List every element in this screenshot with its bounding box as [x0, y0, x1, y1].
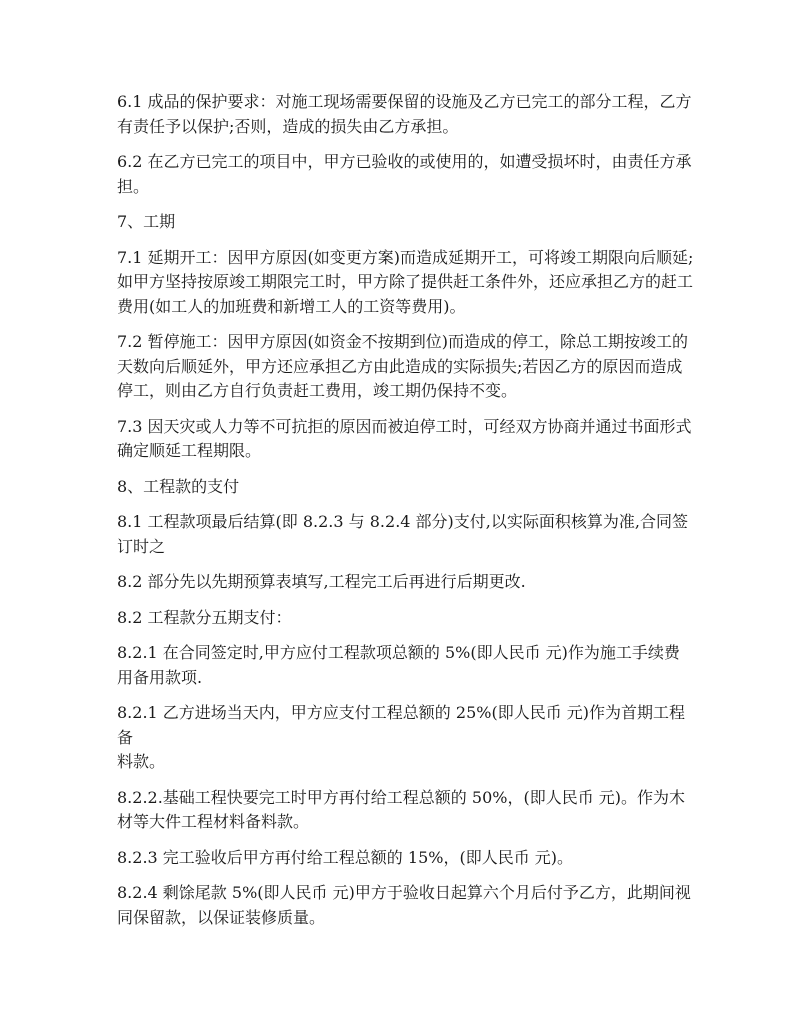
document-body — [117, 90, 697, 941]
clause-8-2-1-b — [117, 701, 697, 775]
clause-line: 6.2 在乙方已完工的项目中，甲方已验收的或使用的，如遭受损坏时，由责任方承 — [117, 152, 692, 171]
section-heading-text: 7、工期 — [117, 212, 176, 231]
clause-line: 7.1 延期开工：因甲方原因(如变更方案)而造成延期开工，可将竣工期限向后顺延; — [117, 247, 694, 267]
clause-line: 8.2 部分先以先期预算表填写,工程完工后再进行后期更改. — [117, 572, 526, 591]
clause-line: 料款。 — [117, 752, 166, 771]
clause-8-2-4 — [117, 881, 697, 930]
clause-line: 8.2 工程款分五期支付： — [117, 607, 292, 627]
clause-line: 8.2.1 乙方进场当天内，甲方应支付工程总额的 25%(即人民币 元)作为首期工程备 — [117, 703, 686, 747]
clause-line: 订时之 — [117, 536, 166, 556]
clause-8-2-3 — [117, 846, 697, 871]
clause-7-3 — [117, 415, 697, 464]
clause-6-2 — [117, 150, 697, 199]
clause-line: 如甲方坚持按原竣工期限完工时，甲方除了提供赶工条件外，还应承担乙方的赶工 — [117, 272, 694, 291]
clause-line: 用备用款项. — [117, 667, 203, 687]
clause-line: 同保留款，以保证装修质量。 — [117, 907, 326, 927]
section-heading-8 — [117, 475, 697, 500]
clause-line: 7.3 因天灾或人力等不可抗拒的原因而被迫停工时，可经双方协商并通过书面形式 — [117, 416, 692, 436]
clause-line: 担。 — [117, 176, 150, 196]
clause-line: 8.2.2.基础工程快要完工时甲方再付给工程总额的 50%，(即人民币 元)。作为木 — [117, 787, 686, 807]
clause-7-2 — [117, 330, 697, 404]
section-heading-text: 8、工程款的支付 — [117, 476, 240, 496]
clause-line: 8.2.3 完工验收后甲方再付给工程总额的 15%，(即人民币 元)。 — [117, 847, 574, 867]
clause-6-1 — [117, 90, 697, 139]
clause-8-2-2 — [117, 786, 697, 835]
clause-line: 8.1 工程款项最后结算(即 8.2.3 与 8.2.4 部分)支付,以实际面积核算为准,合同签 — [117, 512, 688, 531]
clause-line: 费用(如工人的加班费和新增工人的工资等费用)。 — [117, 296, 466, 316]
clause-line: 7.2 暂停施工：因甲方原因(如资金不按期到位)而造成的停工，除总工期按竣工的 — [117, 332, 689, 351]
section-heading-7 — [117, 210, 697, 235]
clause-line: 确定顺延工程期限。 — [117, 441, 262, 460]
clause-7-1 — [117, 246, 697, 320]
clause-line: 8.2.4 剩馀尾款 5%(即人民币 元)甲方于验收日起算六个月后付予乙方，此期间视 — [117, 883, 691, 902]
clause-8-2-1-a — [117, 641, 697, 690]
clause-line: 6.1 成品的保护要求：对施工现场需要保留的设施及乙方已完工的部分工程，乙方 — [117, 92, 692, 111]
clause-line: 天数向后顺延外，甲方还应承担乙方由此造成的实际损失;若因乙方的原因而造成 — [117, 356, 683, 376]
clause-line: 8.2.1 在合同签定时,甲方应付工程款项总额的 5%(即人民币 元)作为施工手续费 — [117, 643, 680, 662]
clause-8-1 — [117, 510, 697, 559]
clause-8-2-note — [117, 570, 697, 595]
clause-line: 材等大件工程材料备料款。 — [117, 812, 310, 831]
clause-line: 有责任予以保护;否则，造成的损失由乙方承担。 — [117, 116, 459, 136]
clause-line: 停工，则由乙方自行负责赶工费用，竣工期仍保持不变。 — [117, 381, 518, 400]
clause-8-2 — [117, 606, 697, 631]
